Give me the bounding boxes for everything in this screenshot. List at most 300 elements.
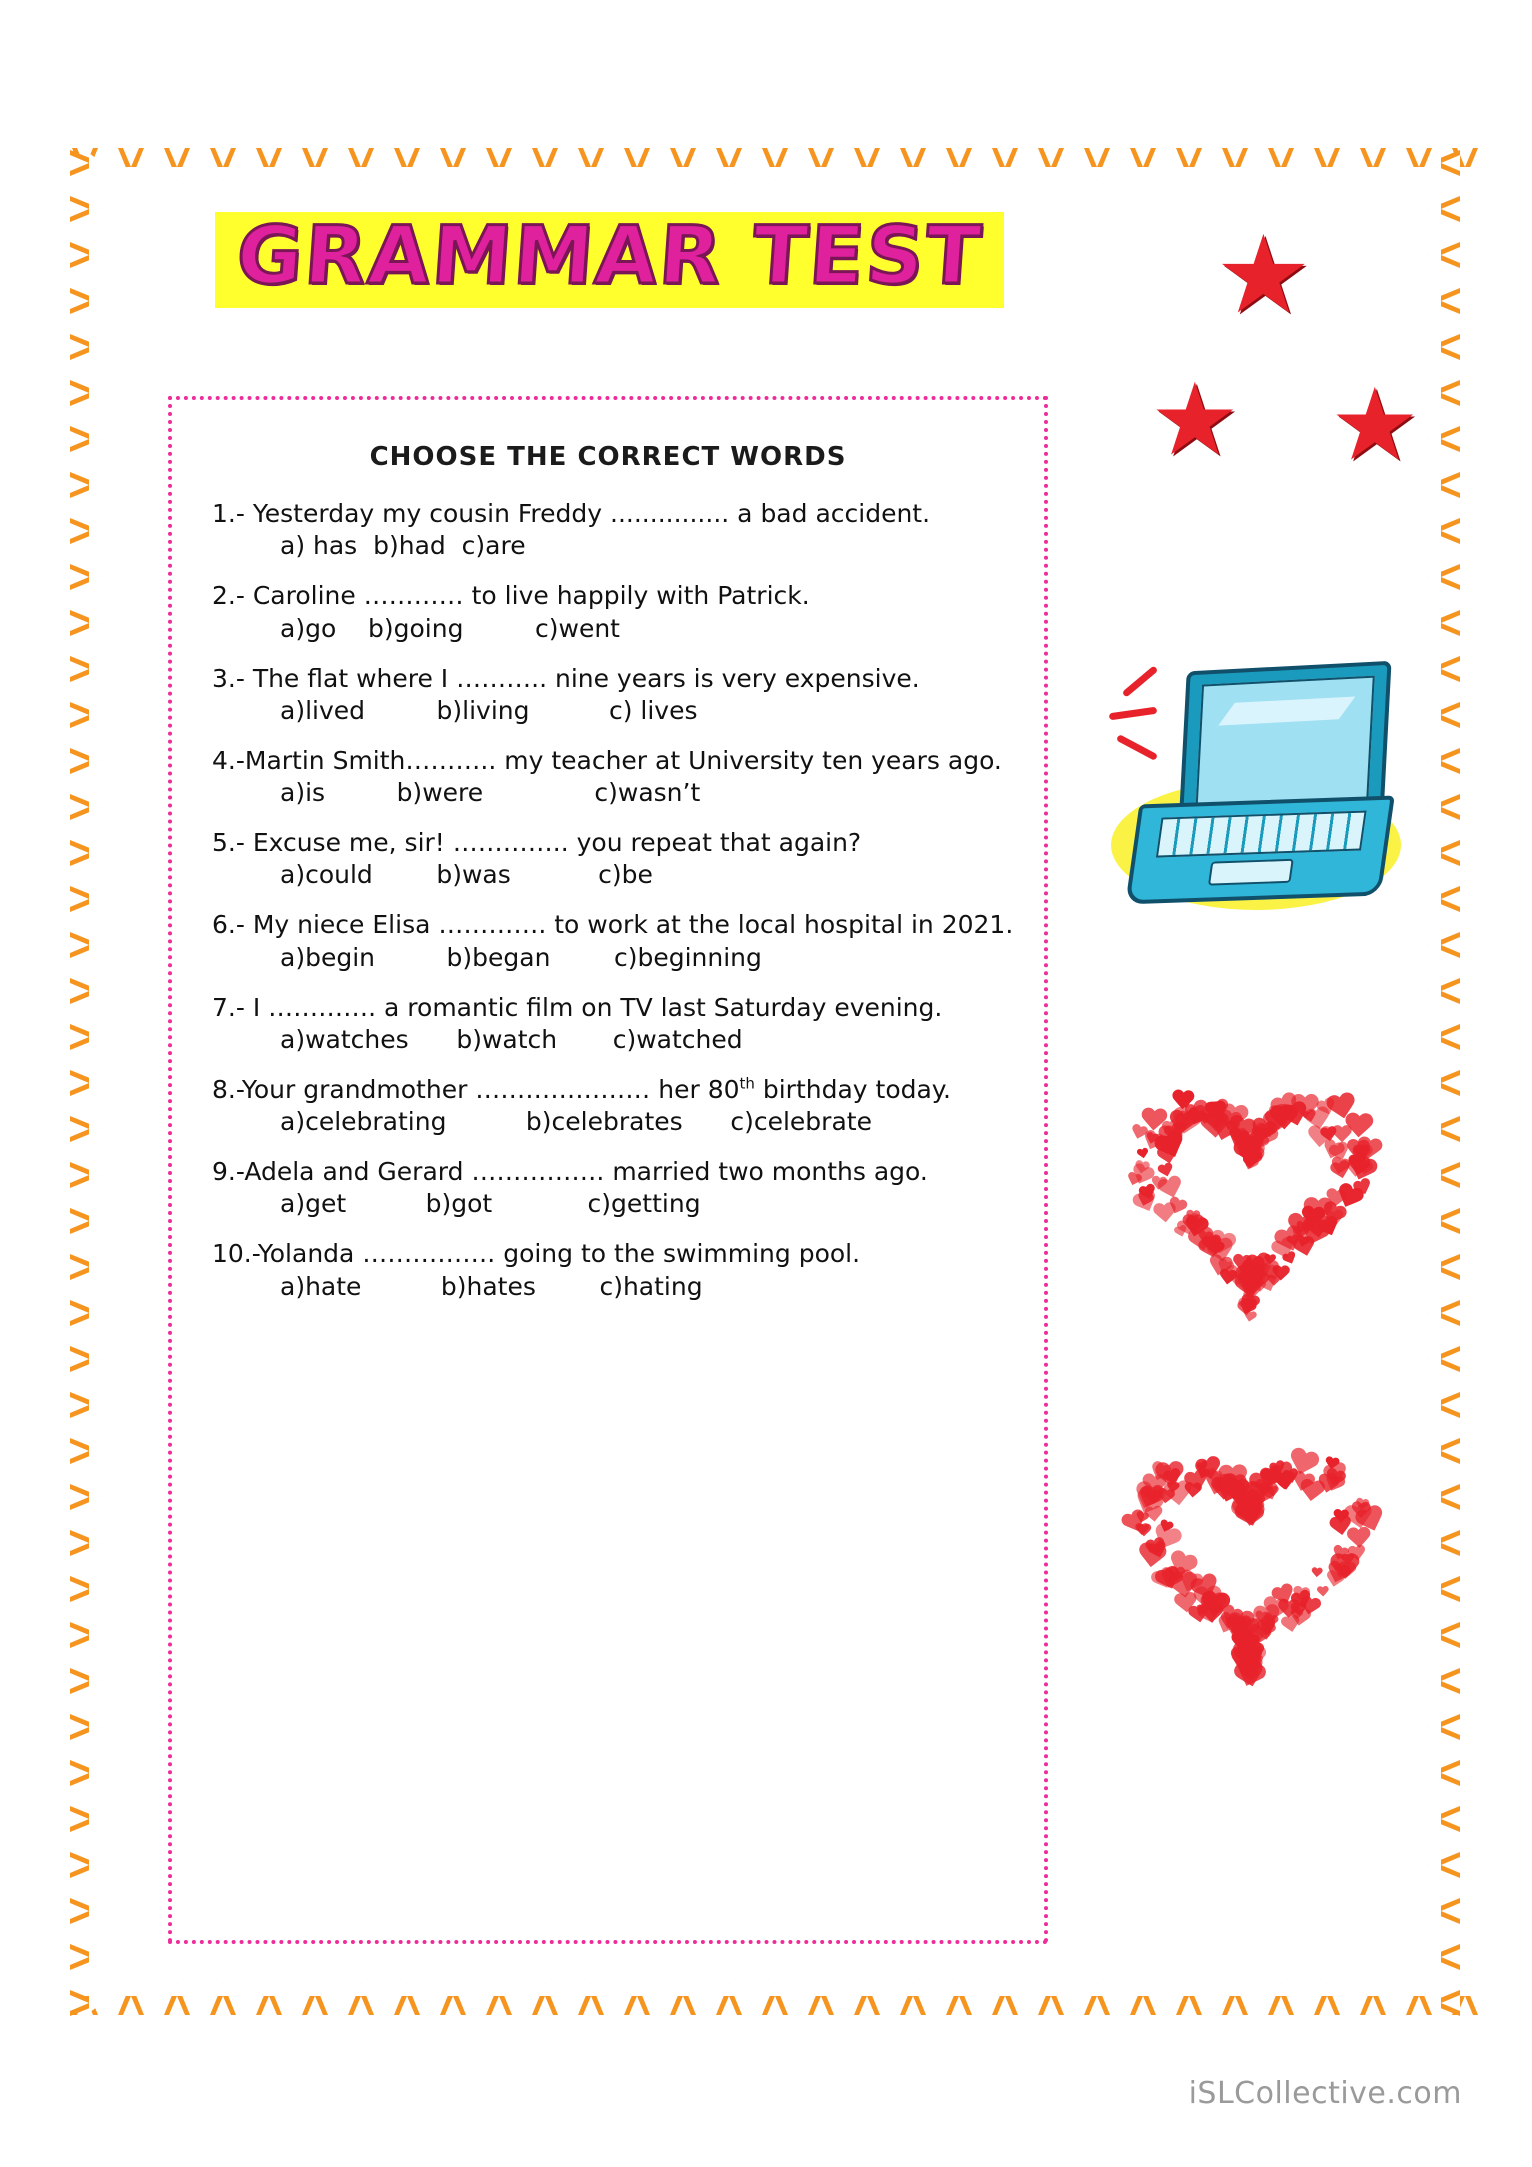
question-options[interactable]: a) has b)had c)are: [280, 531, 526, 561]
candy-corn-icon: [570, 1979, 612, 2021]
candy-corn-tip: [673, 1983, 693, 1996]
candy-corn-icon: [1214, 1979, 1256, 2021]
candy-corn-tip: [89, 199, 102, 219]
candy-corn-tip: [1428, 1579, 1441, 1599]
candy-corn-tip: [89, 429, 102, 449]
candy-corn-icon: [1424, 142, 1466, 184]
laptop-screen-inner: [1196, 676, 1375, 809]
candy-corn-icon: [432, 142, 474, 184]
candy-corn-icon: [984, 1979, 1026, 2021]
candy-corn-tip: [535, 1983, 555, 1996]
candy-corn-tip: [949, 1983, 969, 1996]
candy-corn-icon: [64, 1200, 106, 1242]
candy-corn-icon: [1424, 418, 1466, 460]
candy-corn-icon: [110, 1979, 152, 2021]
candy-corn-icon: [248, 1979, 290, 2021]
question-text: 10.-Yolanda ……………. going to the swimming pool.: [212, 1239, 861, 1269]
candy-corn-icon: [1424, 648, 1466, 690]
candy-corn-tip: [673, 167, 693, 180]
question-text: 7.- I …………. a romantic film on TV last Saturday evening.: [212, 992, 943, 1022]
candy-corn-tip: [89, 1487, 102, 1507]
candy-corn-tip: [1428, 1257, 1441, 1277]
candy-corn-tip: [1317, 167, 1337, 180]
candy-corn-tip: [719, 1983, 739, 1996]
candy-corn-tip: [89, 935, 102, 955]
mini-heart-icon: [1346, 1527, 1372, 1551]
mini-heart-icon: [1237, 1300, 1256, 1318]
candy-corn-tip: [1271, 167, 1291, 180]
question-text: 1.- Yesterday my cousin Freddy ............... a bad accident.: [212, 499, 931, 528]
candy-corn-tip: [89, 1625, 102, 1645]
candy-corn-tip: [1428, 705, 1441, 725]
mini-heart-icon: [1249, 1125, 1272, 1147]
mini-heart-icon: [1242, 1152, 1258, 1167]
site-watermark: iSLCollective.com: [1188, 2076, 1462, 2111]
candy-corn-icon: [386, 142, 428, 184]
candy-corn-tip: [1428, 1349, 1441, 1369]
candy-corn-icon: [846, 142, 888, 184]
candy-corn-tip: [89, 1257, 102, 1277]
candy-corn-icon: [1424, 1660, 1466, 1702]
candy-corn-icon: [1424, 1936, 1466, 1978]
candy-corn-icon: [1424, 1062, 1466, 1104]
candy-corn-tip: [719, 167, 739, 180]
candy-corn-icon: [1168, 142, 1210, 184]
candy-corn-icon: [64, 1844, 106, 1886]
mini-heart-icon: [1319, 1125, 1339, 1144]
question-item: [202, 827, 1014, 889]
candy-corn-tip: [89, 1165, 102, 1185]
mini-heart-icon: [1346, 1155, 1372, 1179]
mini-heart-icon: [1187, 1604, 1211, 1627]
candy-corn-icon: [64, 556, 106, 598]
instruction-heading: CHOOSE THE CORRECT WORDS: [369, 442, 847, 472]
candy-corn-tip: [89, 1027, 102, 1047]
laptop-ray: [1109, 707, 1158, 721]
candy-corn-icon: [1424, 1752, 1466, 1794]
candy-corn-tip: [89, 1073, 102, 1093]
question-options[interactable]: a)is b)were c)wasn’t: [280, 778, 701, 807]
candy-corn-icon: [1214, 142, 1256, 184]
candy-corn-icon: [892, 142, 934, 184]
candy-corn-icon: [1260, 142, 1302, 184]
candy-corn-tip: [1428, 1993, 1441, 2013]
candy-corn-tip: [89, 1303, 102, 1323]
candy-corn-icon: [984, 142, 1026, 184]
candy-corn-tip: [1428, 245, 1441, 265]
candy-corn-icon: [570, 142, 612, 184]
question-options[interactable]: a)celebrating b)celebrates c)celebrate: [280, 1107, 872, 1136]
candy-corn-tip: [1179, 167, 1199, 180]
candy-corn-icon: [110, 142, 152, 184]
candy-corn-icon: [846, 1979, 888, 2021]
candy-corn-icon: [1424, 924, 1466, 966]
star-icon: ★: [1330, 366, 1420, 483]
candy-corn-icon: [64, 740, 106, 782]
mini-heart-icon: [1155, 1144, 1180, 1168]
candy-corn-tip: [1428, 1119, 1441, 1139]
candy-corn-tip: [89, 153, 102, 173]
candy-corn-icon: [1424, 1384, 1466, 1426]
candy-corn-icon: [64, 1246, 106, 1288]
candy-corn-icon: [1424, 1844, 1466, 1886]
candy-corn-tip: [443, 167, 463, 180]
candy-corn-icon: [524, 142, 566, 184]
candy-corn-icon: [64, 188, 106, 230]
candy-corn-tip: [1428, 1487, 1441, 1507]
laptop-icon: [1105, 660, 1405, 920]
question-text: 2.- Caroline ………… to live happily with Patrick.: [212, 581, 810, 611]
candy-corn-tip: [89, 1763, 102, 1783]
candy-corn-tip: [1428, 935, 1441, 955]
candy-corn-tip: [1428, 291, 1441, 311]
candy-corn-icon: [1306, 142, 1348, 184]
candy-corn-icon: [64, 924, 106, 966]
candy-corn-icon: [616, 1979, 658, 2021]
candy-corn-tip: [89, 291, 102, 311]
candy-corn-tip: [89, 1993, 102, 2013]
candy-corn-icon: [1122, 142, 1164, 184]
candy-corn-icon: [64, 970, 106, 1012]
candy-corn-tip: [903, 167, 923, 180]
laptop-screen-shine: [1218, 697, 1355, 726]
candy-corn-icon: [64, 1568, 106, 1610]
candy-corn-icon: [1424, 970, 1466, 1012]
candy-corn-tip: [89, 1901, 102, 1921]
candy-corn-icon: [1424, 740, 1466, 782]
candy-corn-tip: [1428, 199, 1441, 219]
candy-corn-icon: [64, 1430, 106, 1472]
candy-corn-tip: [89, 1349, 102, 1369]
candy-corn-tip: [1428, 1947, 1441, 1967]
candy-corn-icon: [1424, 1568, 1466, 1610]
candy-corn-icon: [1424, 832, 1466, 874]
candy-corn-tip: [89, 797, 102, 817]
candy-corn-tip: [89, 475, 102, 495]
candy-corn-tip: [89, 1441, 102, 1461]
candy-corn-icon: [64, 1154, 106, 1196]
candy-corn-icon: [662, 1979, 704, 2021]
question-text: 8.-Your grandmother ………………… her 80th birthday today.: [212, 1074, 951, 1104]
candy-corn-tip: [1428, 981, 1441, 1001]
candy-corn-icon: [1424, 464, 1466, 506]
question-options[interactable]: a)go b)going c)went: [280, 613, 620, 643]
candy-corn-icon: [156, 1979, 198, 2021]
candy-corn-tip: [489, 1983, 509, 1996]
mini-heart-icon: [1324, 1210, 1345, 1230]
candy-corn-tip: [857, 167, 877, 180]
candy-corn-icon: [64, 372, 106, 414]
candy-corn-tip: [121, 167, 141, 180]
candy-corn-tip: [443, 1983, 463, 1996]
candy-corn-tip: [1087, 167, 1107, 180]
mini-heart-icon: [1351, 1501, 1372, 1521]
candy-border-top: [62, 140, 1470, 188]
candy-corn-icon: [1424, 1614, 1466, 1656]
candy-corn-tip: [903, 1983, 923, 1996]
candy-corn-tip: [1428, 567, 1441, 587]
candy-corn-icon: [1076, 142, 1118, 184]
mini-heart-icon: [1141, 1485, 1165, 1507]
candy-corn-icon: [1424, 1706, 1466, 1748]
candy-corn-icon: [64, 1752, 106, 1794]
candy-border-right: [1422, 140, 1470, 2025]
candy-corn-icon: [1424, 1890, 1466, 1932]
candy-corn-icon: [64, 1338, 106, 1380]
candy-corn-tip: [949, 167, 969, 180]
mini-heart-icon: [1332, 1563, 1351, 1581]
candy-corn-tip: [1133, 167, 1153, 180]
candy-corn-icon: [64, 1476, 106, 1518]
candy-corn-icon: [1424, 234, 1466, 276]
candy-corn-icon: [800, 142, 842, 184]
candy-corn-tip: [89, 521, 102, 541]
candy-corn-icon: [248, 142, 290, 184]
candy-corn-icon: [1424, 1798, 1466, 1840]
question-text: 5.- Excuse me, sir! ………….. you repeat that again?: [212, 828, 862, 857]
candy-corn-icon: [386, 1979, 428, 2021]
candy-corn-icon: [64, 602, 106, 644]
mini-heart-icon: [1291, 1095, 1320, 1122]
candy-corn-tip: [167, 167, 187, 180]
candy-corn-tip: [89, 383, 102, 403]
candy-corn-tip: [1428, 1809, 1441, 1829]
candy-corn-icon: [1424, 878, 1466, 920]
candy-corn-icon: [800, 1979, 842, 2021]
question-item: [202, 992, 1014, 1054]
candy-corn-icon: [1030, 1979, 1072, 2021]
candy-corn-icon: [64, 1706, 106, 1748]
candy-corn-tip: [1428, 1671, 1441, 1691]
candy-corn-tip: [1087, 1983, 1107, 1996]
mini-heart-icon: [1167, 1105, 1204, 1140]
mini-heart-icon: [1332, 1509, 1349, 1525]
candy-corn-icon: [64, 832, 106, 874]
candy-corn-icon: [662, 142, 704, 184]
candy-corn-icon: [64, 648, 106, 690]
candy-corn-icon: [708, 142, 750, 184]
candy-corn-icon: [1424, 1154, 1466, 1196]
candy-corn-tip: [1428, 1441, 1441, 1461]
candy-corn-tip: [1428, 153, 1441, 173]
candy-corn-icon: [1168, 1979, 1210, 2021]
candy-corn-icon: [708, 1979, 750, 2021]
candy-corn-tip: [765, 167, 785, 180]
test-content-box: [168, 396, 1048, 1944]
candy-corn-tip: [1428, 1717, 1441, 1737]
question-item: [202, 909, 1014, 971]
candy-corn-icon: [478, 1979, 520, 2021]
candy-corn-tip: [1428, 889, 1441, 909]
candy-corn-tip: [1428, 429, 1441, 449]
candy-corn-tip: [1428, 1303, 1441, 1323]
page-title: GRAMMAR TEST: [233, 209, 986, 302]
candy-corn-tip: [1041, 167, 1061, 180]
candy-corn-icon: [1260, 1979, 1302, 2021]
candy-corn-tip: [627, 1983, 647, 1996]
star-icon: ★: [1150, 361, 1240, 478]
candy-corn-icon: [1424, 1108, 1466, 1150]
question-options[interactable]: a)lived b)living c) lives: [280, 695, 698, 725]
candy-corn-icon: [1424, 786, 1466, 828]
candy-corn-tip: [1428, 659, 1441, 679]
candy-corn-tip: [1428, 475, 1441, 495]
candy-corn-icon: [1424, 280, 1466, 322]
candy-corn-tip: [89, 1947, 102, 1967]
mini-heart-icon: [1325, 1188, 1349, 1210]
candy-corn-icon: [1306, 1979, 1348, 2021]
question-options[interactable]: a)begin b)began c)beginning: [280, 942, 762, 972]
candy-border-bottom: [62, 1977, 1470, 2025]
candy-corn-tip: [89, 1809, 102, 1829]
laptop-keyboard: [1156, 810, 1367, 857]
candy-corn-tip: [489, 167, 509, 180]
question-options[interactable]: a)get b)got c)getting: [280, 1189, 701, 1219]
candy-corn-icon: [938, 1979, 980, 2021]
candy-corn-icon: [616, 142, 658, 184]
candy-corn-tip: [1428, 1533, 1441, 1553]
candy-corn-icon: [432, 1979, 474, 2021]
candy-corn-tip: [581, 1983, 601, 1996]
candy-corn-tip: [259, 1983, 279, 1996]
candy-corn-tip: [305, 1983, 325, 1996]
heart-icon: [1125, 1435, 1375, 1665]
candy-corn-tip: [89, 1395, 102, 1415]
laptop-ray: [1122, 665, 1159, 697]
candy-corn-icon: [202, 142, 244, 184]
question-options[interactable]: a)watches b)watch c)watched: [280, 1024, 743, 1054]
candy-corn-icon: [1424, 694, 1466, 736]
heart-icon: [1125, 1075, 1375, 1305]
candy-corn-icon: [64, 1660, 106, 1702]
mini-heart-icon: [1311, 1568, 1323, 1580]
candy-corn-tip: [305, 167, 325, 180]
candy-corn-tip: [213, 1983, 233, 1996]
candy-corn-tip: [1041, 1983, 1061, 1996]
candy-corn-tip: [1428, 1625, 1441, 1645]
candy-corn-tip: [351, 1983, 371, 1996]
candy-corn-icon: [1424, 326, 1466, 368]
candy-corn-tip: [397, 1983, 417, 1996]
question-text: 3.- The flat where I ……….. nine years is very expensive.: [212, 663, 920, 693]
candy-corn-tip: [89, 889, 102, 909]
candy-corn-tip: [857, 1983, 877, 1996]
question-text: 6.- My niece Elisa …………. to work at the local hospital in 2021.: [212, 910, 1014, 940]
candy-corn-tip: [1363, 1983, 1383, 1996]
candy-corn-icon: [64, 280, 106, 322]
candy-corn-icon: [64, 1890, 106, 1932]
candy-corn-tip: [1317, 1983, 1337, 1996]
candy-corn-tip: [1428, 1901, 1441, 1921]
candy-corn-icon: [1424, 1200, 1466, 1242]
question-options[interactable]: a)hate b)hates c)hating: [280, 1271, 703, 1301]
candy-corn-tip: [1225, 1983, 1245, 1996]
candy-corn-tip: [811, 167, 831, 180]
candy-corn-icon: [1424, 1338, 1466, 1380]
candy-corn-icon: [64, 1614, 106, 1656]
candy-corn-icon: [1424, 556, 1466, 598]
candy-corn-icon: [1352, 1979, 1394, 2021]
question-text: 9.-Adela and Gerard ……………. married two months ago.: [212, 1157, 928, 1186]
candy-corn-icon: [1424, 188, 1466, 230]
candy-corn-tip: [995, 1983, 1015, 1996]
candy-corn-tip: [259, 167, 279, 180]
worksheet-title-banner: [215, 209, 1004, 308]
candy-corn-tip: [1428, 1211, 1441, 1231]
candy-corn-icon: [64, 234, 106, 276]
candy-corn-tip: [89, 751, 102, 771]
candy-corn-icon: [64, 510, 106, 552]
candy-corn-tip: [1225, 167, 1245, 180]
candy-corn-tip: [1179, 1983, 1199, 1996]
candy-corn-icon: [1424, 1430, 1466, 1472]
candy-corn-tip: [1428, 1395, 1441, 1415]
candy-corn-icon: [294, 1979, 336, 2021]
candy-corn-tip: [89, 1717, 102, 1737]
candy-corn-icon: [754, 142, 796, 184]
candy-corn-icon: [1424, 602, 1466, 644]
mini-heart-icon: [1317, 1586, 1330, 1598]
candy-corn-tip: [89, 613, 102, 633]
candy-corn-icon: [64, 786, 106, 828]
candy-corn-tip: [995, 167, 1015, 180]
candy-corn-tip: [765, 1983, 785, 1996]
candy-corn-icon: [64, 694, 106, 736]
candy-corn-icon: [294, 142, 336, 184]
candy-corn-tip: [89, 1533, 102, 1553]
candy-corn-tip: [1428, 1165, 1441, 1185]
candy-corn-tip: [1363, 167, 1383, 180]
candy-corn-tip: [1271, 1983, 1291, 1996]
candy-corn-tip: [89, 1579, 102, 1599]
question-item: [202, 580, 1014, 642]
laptop-trackpad: [1208, 859, 1294, 886]
candy-corn-icon: [478, 142, 520, 184]
candy-corn-icon: [64, 1798, 106, 1840]
question-item: [202, 1074, 1014, 1136]
question-list: [172, 498, 1044, 1301]
candy-corn-tip: [581, 167, 601, 180]
candy-corn-icon: [1076, 1979, 1118, 2021]
candy-corn-tip: [1428, 797, 1441, 817]
candy-corn-tip: [1428, 751, 1441, 771]
candy-corn-icon: [64, 1016, 106, 1058]
candy-corn-icon: [64, 1292, 106, 1334]
candy-corn-tip: [89, 567, 102, 587]
candy-corn-tip: [1428, 1763, 1441, 1783]
candy-corn-tip: [1428, 1027, 1441, 1047]
question-options[interactable]: a)could b)was c)be: [280, 860, 653, 890]
candy-corn-icon: [754, 1979, 796, 2021]
candy-corn-tip: [89, 245, 102, 265]
candy-corn-icon: [64, 464, 106, 506]
candy-corn-tip: [89, 1855, 102, 1875]
question-item: [202, 745, 1014, 807]
question-text: 4.-Martin Smith……….. my teacher at University ten years ago.: [212, 745, 1002, 775]
laptop-base: [1125, 796, 1395, 905]
candy-corn-icon: [64, 1108, 106, 1150]
candy-corn-icon: [1424, 510, 1466, 552]
candy-corn-icon: [1424, 1982, 1466, 2024]
candy-corn-icon: [64, 1062, 106, 1104]
candy-corn-icon: [1424, 1476, 1466, 1518]
candy-corn-icon: [892, 1979, 934, 2021]
candy-corn-tip: [89, 659, 102, 679]
candy-corn-icon: [64, 878, 106, 920]
candy-corn-tip: [89, 337, 102, 357]
candy-corn-icon: [156, 142, 198, 184]
candy-corn-icon: [1424, 372, 1466, 414]
